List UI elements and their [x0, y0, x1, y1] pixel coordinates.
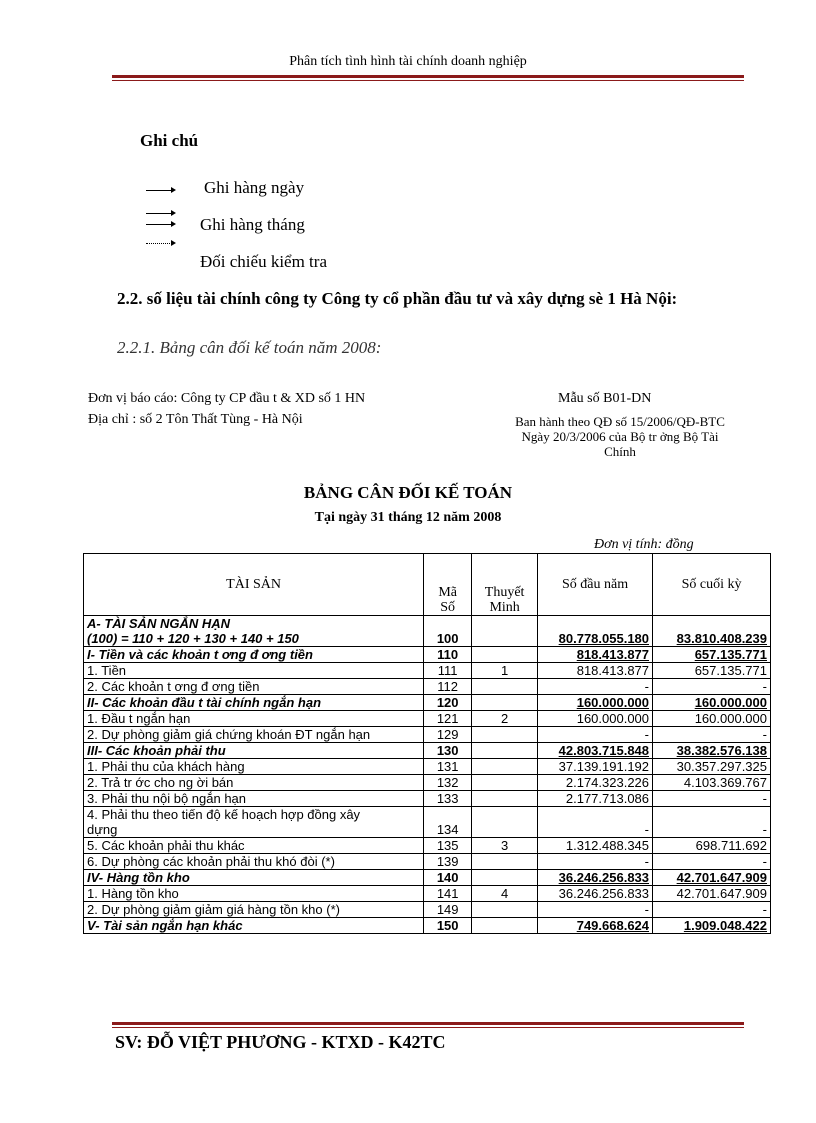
row-label: V- Tài sản ngắn hạn khác — [87, 918, 243, 933]
footer-student: SV: ĐỖ VIỆT PHƯƠNG - KTXD - K42TC — [115, 1032, 446, 1052]
cell-label — [84, 695, 424, 711]
cell-begin: 749.668.624 — [538, 918, 653, 934]
cell-code: 139 — [424, 854, 472, 870]
table-row — [84, 902, 771, 918]
table-row — [84, 791, 771, 807]
cell-code: 133 — [424, 791, 472, 807]
cell-end: 657.135.771 — [653, 647, 771, 663]
cell-note — [472, 775, 538, 791]
footer-rule-thin — [112, 1027, 744, 1028]
cell-begin: 1.312.488.345 — [538, 838, 653, 854]
row-label: A- TÀI SẢN NGẮN HẠN — [87, 616, 230, 631]
decision-line-3: Chính — [604, 444, 636, 459]
cell-begin: 818.413.877 — [538, 647, 653, 663]
cell-end: 698.711.692 — [653, 838, 771, 854]
cell-label — [84, 759, 424, 775]
cell-label — [84, 807, 424, 838]
cell-begin: 160.000.000 — [538, 711, 653, 727]
cell-label — [84, 854, 424, 870]
cell-code: 120 — [424, 695, 472, 711]
row-label: 3. Phải thu nội bộ ngắn hạn — [87, 791, 247, 806]
cell-end: 160.000.000 — [653, 695, 771, 711]
table-row — [84, 807, 771, 838]
cell-note — [472, 616, 538, 647]
cell-note — [472, 759, 538, 775]
table-row — [84, 743, 771, 759]
cell-end: - — [653, 807, 771, 838]
cell-end: - — [653, 727, 771, 743]
cell-code: 141 — [424, 886, 472, 902]
cell-label — [84, 775, 424, 791]
row-label-continued: (100) = 110 + 120 + 130 + 140 + 150 — [87, 631, 299, 646]
table-row — [84, 870, 771, 886]
cell-code: 149 — [424, 902, 472, 918]
column-code: Mã Số — [424, 554, 472, 616]
row-label: IV- Hàng tồn kho — [87, 870, 190, 885]
cell-begin: 818.413.877 — [538, 663, 653, 679]
form-code: Mẫu số B01-DN — [558, 391, 652, 406]
row-label: 2. Các khoản t ơng đ ơng tiền — [87, 679, 260, 694]
cell-note: 3 — [472, 838, 538, 854]
table-row — [84, 616, 771, 647]
cell-end: - — [653, 902, 771, 918]
table-row — [84, 854, 771, 870]
cell-code: 130 — [424, 743, 472, 759]
table-row — [84, 711, 771, 727]
cell-note — [472, 870, 538, 886]
cell-begin: 80.778.055.180 — [538, 616, 653, 647]
cell-note: 4 — [472, 886, 538, 902]
decision-line-2: Ngày 20/3/2006 của Bộ tr ởng Bộ Tài — [521, 429, 719, 444]
row-label: 2. Dự phòng giảm giá chứng khoán ĐT ngắn hạn — [87, 727, 371, 742]
row-label-continued: dựng — [87, 822, 118, 837]
row-label: 2. Dự phòng giảm giảm giá hàng tồn kho (*) — [87, 902, 340, 917]
cell-begin: 36.246.256.833 — [538, 870, 653, 886]
currency-unit: Đơn vị tính: đồng — [594, 537, 694, 552]
row-label: 1. Hàng tồn kho — [87, 886, 179, 901]
cell-code: 131 — [424, 759, 472, 775]
cell-note — [472, 807, 538, 838]
row-label: 5. Các khoản phải thu khác — [87, 838, 245, 853]
legend-item-monthly: Ghi hàng tháng — [146, 213, 446, 237]
cell-end: - — [653, 679, 771, 695]
cell-note — [472, 695, 538, 711]
cell-note: 2 — [472, 711, 538, 727]
cell-label — [84, 902, 424, 918]
row-label: 1. Phải thu của khách hàng — [87, 759, 245, 774]
cell-end: 1.909.048.422 — [653, 918, 771, 934]
cell-note — [472, 679, 538, 695]
legend-item-check: Đối chiếu kiểm tra — [146, 243, 446, 267]
table-row — [84, 695, 771, 711]
cell-begin: 42.803.715.848 — [538, 743, 653, 759]
cell-begin: 36.246.256.833 — [538, 886, 653, 902]
section-heading: 2.2. số liệu tài chính công ty Công ty cổ phần đầu tư và xây dựng sè 1 Hà Nội: — [117, 289, 678, 308]
cell-label — [84, 616, 424, 647]
cell-note — [472, 647, 538, 663]
cell-label — [84, 727, 424, 743]
table-row — [84, 663, 771, 679]
header-rule-thin — [112, 80, 744, 81]
cell-end: 4.103.369.767 — [653, 775, 771, 791]
cell-begin: 160.000.000 — [538, 695, 653, 711]
cell-code: 134 — [424, 807, 472, 838]
cell-code: 111 — [424, 663, 472, 679]
table-row — [84, 918, 771, 934]
cell-note — [472, 854, 538, 870]
cell-label — [84, 663, 424, 679]
cell-label — [84, 743, 424, 759]
page-header-title: Phân tích tình hình tài chính doanh nghiệp — [289, 54, 527, 69]
row-label: 1. Đầu t ngắn hạn — [87, 711, 191, 726]
footer-rule-thick — [112, 1022, 744, 1025]
cell-note — [472, 743, 538, 759]
column-end: Số cuối kỳ — [653, 554, 771, 616]
table-row — [84, 727, 771, 743]
table-row — [84, 759, 771, 775]
table-row — [84, 679, 771, 695]
cell-end: 657.135.771 — [653, 663, 771, 679]
reporting-unit: Đơn vị báo cáo: Công ty CP đầu t & XD số 1 HN — [88, 391, 366, 406]
cell-code: 100 — [424, 616, 472, 647]
cell-label — [84, 711, 424, 727]
column-asset: TÀI SẢN — [84, 554, 424, 616]
row-label: I- Tiền và các khoản t ơng đ ơng tiền — [87, 647, 313, 662]
cell-end: 42.701.647.909 — [653, 870, 771, 886]
cell-begin: - — [538, 727, 653, 743]
cell-end: 42.701.647.909 — [653, 886, 771, 902]
row-label: 4. Phải thu theo tiến độ kế hoạch hợp đồng xây — [87, 807, 361, 822]
cell-label — [84, 838, 424, 854]
table-title: BẢNG CÂN ĐỐI KẾ TOÁN — [303, 483, 513, 502]
column-note: Thuyết Minh — [472, 554, 538, 616]
row-label: 6. Dự phòng các khoản phải thu khó đòi (*) — [87, 854, 335, 869]
row-label: 2. Trả tr ớc cho ng ời bán — [87, 775, 234, 790]
cell-code: 150 — [424, 918, 472, 934]
table-row — [84, 775, 771, 791]
cell-note — [472, 791, 538, 807]
cell-begin: - — [538, 902, 653, 918]
table-row — [84, 838, 771, 854]
table-header-row — [84, 554, 771, 616]
cell-begin: 37.139.191.192 — [538, 759, 653, 775]
cell-end: 83.810.408.239 — [653, 616, 771, 647]
cell-label — [84, 679, 424, 695]
row-label: 1. Tiền — [87, 663, 127, 678]
decision-block — [470, 414, 770, 459]
row-label: II- Các khoản đầu t tài chính ngắn hạn — [87, 695, 322, 710]
cell-begin: - — [538, 807, 653, 838]
cell-label — [84, 918, 424, 934]
table-row — [84, 886, 771, 902]
cell-end: - — [653, 791, 771, 807]
cell-code: 110 — [424, 647, 472, 663]
cell-end: 160.000.000 — [653, 711, 771, 727]
cell-label — [84, 870, 424, 886]
cell-code: 132 — [424, 775, 472, 791]
cell-label — [84, 886, 424, 902]
company-address: Địa chỉ : số 2 Tôn Thất Tùng - Hà Nội — [88, 412, 303, 427]
cell-note — [472, 727, 538, 743]
subsection-heading: 2.2.1. Bảng cân đối kế toán năm 2008: — [117, 338, 382, 357]
legend-title: Ghi chú — [140, 131, 199, 150]
cell-end: 30.357.297.325 — [653, 759, 771, 775]
row-label: III- Các khoản phải thu — [87, 743, 226, 758]
cell-code: 140 — [424, 870, 472, 886]
cell-label — [84, 791, 424, 807]
cell-note — [472, 918, 538, 934]
cell-begin: - — [538, 854, 653, 870]
cell-note — [472, 902, 538, 918]
cell-begin: 2.177.713.086 — [538, 791, 653, 807]
cell-label — [84, 647, 424, 663]
cell-begin: 2.174.323.226 — [538, 775, 653, 791]
legend-item-daily: Ghi hàng ngày — [146, 178, 446, 200]
table-row — [84, 647, 771, 663]
cell-end: 38.382.576.138 — [653, 743, 771, 759]
balance-sheet-table — [83, 553, 771, 934]
cell-end: - — [653, 854, 771, 870]
cell-code: 112 — [424, 679, 472, 695]
table-date: Tại ngày 31 tháng 12 năm 2008 — [314, 510, 502, 525]
column-begin: Số đầu năm — [538, 554, 653, 616]
cell-code: 129 — [424, 727, 472, 743]
cell-note: 1 — [472, 663, 538, 679]
cell-begin: - — [538, 679, 653, 695]
decision-line-1: Ban hành theo QĐ số 15/2006/QĐ-BTC — [515, 414, 725, 429]
cell-code: 121 — [424, 711, 472, 727]
header-rule-thick — [112, 75, 744, 78]
cell-code: 135 — [424, 838, 472, 854]
